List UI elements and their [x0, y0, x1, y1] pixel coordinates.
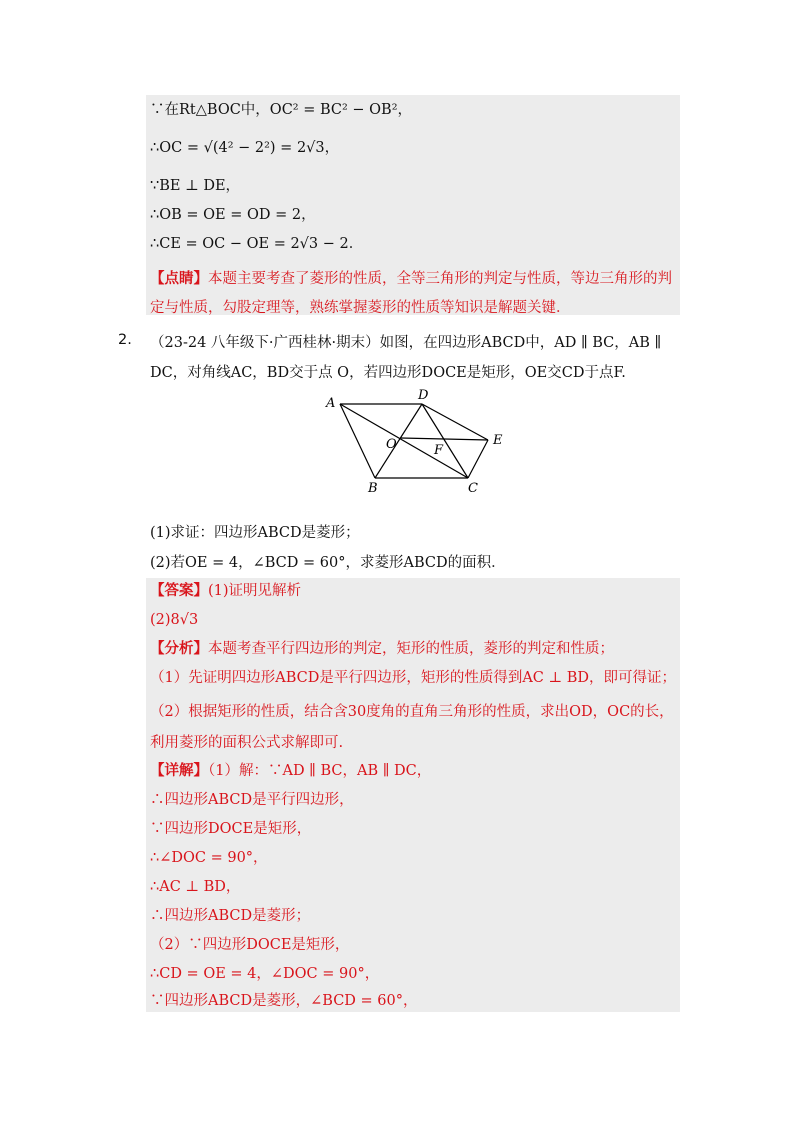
label-O: O [386, 437, 397, 452]
analysis-tag: 【分析】 [150, 640, 208, 657]
segment-AB [340, 404, 375, 478]
answer-tag: 【答案】 [150, 582, 208, 599]
label-D: D [418, 388, 429, 403]
detail-line-1 [150, 761, 431, 781]
detail-line-4: ∴∠DOC = 90°， [150, 850, 268, 866]
label-A: A [326, 396, 336, 411]
comment-text: 本题主要考查了菱形的性质，全等三角形的判定与性质，等边三角形的判定与性质，勾股定理等，熟练掌握菱形的性质等知识是解题关键． [150, 271, 672, 316]
segment-DE [422, 404, 488, 440]
comment-tag: 【点睛】 [150, 270, 208, 287]
question-2: (2)若OE = 4，∠BCD = 60°，求菱形ABCD的面积． [150, 555, 506, 571]
solution-line-4: ∴OB = OE = OD = 2， [150, 207, 316, 223]
solution-line-1: ∵在Rt△BOC中，OC² = BC² − OB²， [150, 102, 413, 118]
detail-text-1: （1）解：∵AD ∥ BC，AB ∥ DC， [208, 763, 432, 779]
diagonal-AC [340, 404, 468, 478]
detail-line-6: ∴四边形ABCD是菱形； [150, 908, 311, 924]
solution-line-2: ∴OC = √(4² − 2²) = 2√3， [150, 140, 340, 156]
label-E: E [493, 433, 503, 448]
question-1: (1)求证：四边形ABCD是菱形； [150, 525, 360, 541]
analysis-text: 本题考查平行四边形的判定，矩形的性质，菱形的判定和性质； [208, 641, 614, 657]
analysis-part-1: （1）先证明四边形ABCD是平行四边形，矩形的性质得到AC ⊥ BD，即可得证； [150, 670, 677, 686]
answer-2: (2)8√3 [150, 612, 199, 628]
analysis-line [150, 639, 614, 659]
problem-stem: （23-24 八年级下·广西桂林·期末）如图，在四边形ABCD中，AD ∥ BC，AB ∥ DC，对角线AC，BD交于点 O，若四边形DOCE是矩形，OE交CD于点F. [150, 335, 662, 381]
comment-paragraph [150, 264, 680, 323]
answer-line-1 [150, 581, 301, 601]
analysis-part-2: （2）根据矩形的性质，结合含30度角的直角三角形的性质，求出OD，OC的长，利用菱形的面积公式求解即可. [150, 704, 674, 751]
detail-line-7: （2）∵四边形DOCE是矩形， [150, 937, 350, 953]
label-B: B [368, 481, 378, 496]
detail-tag: 【详解】 [150, 762, 208, 779]
label-F: F [434, 443, 444, 458]
solution-line-5: ∴CE = OC − OE = 2√3 − 2． [150, 236, 364, 252]
answer-1: (1)证明见解析 [208, 583, 302, 599]
geometry-figure [318, 386, 518, 496]
detail-line-8: ∴CD = OE = 4，∠DOC = 90°， [150, 966, 380, 982]
diagonal-BD [375, 404, 422, 478]
detail-line-2: ∴四边形ABCD是平行四边形， [150, 792, 354, 808]
label-C: C [468, 481, 478, 496]
segment-EC [468, 440, 488, 478]
solution-line-3: ∵BE ⊥ DE， [150, 178, 241, 194]
problem-number: 2. [118, 332, 132, 348]
detail-line-9: ∵四边形ABCD是菱形，∠BCD = 60°， [150, 993, 418, 1009]
segment-DC [422, 404, 468, 478]
detail-line-5: ∴AC ⊥ BD， [150, 879, 241, 895]
detail-line-3: ∵四边形DOCE是矩形， [150, 821, 312, 837]
